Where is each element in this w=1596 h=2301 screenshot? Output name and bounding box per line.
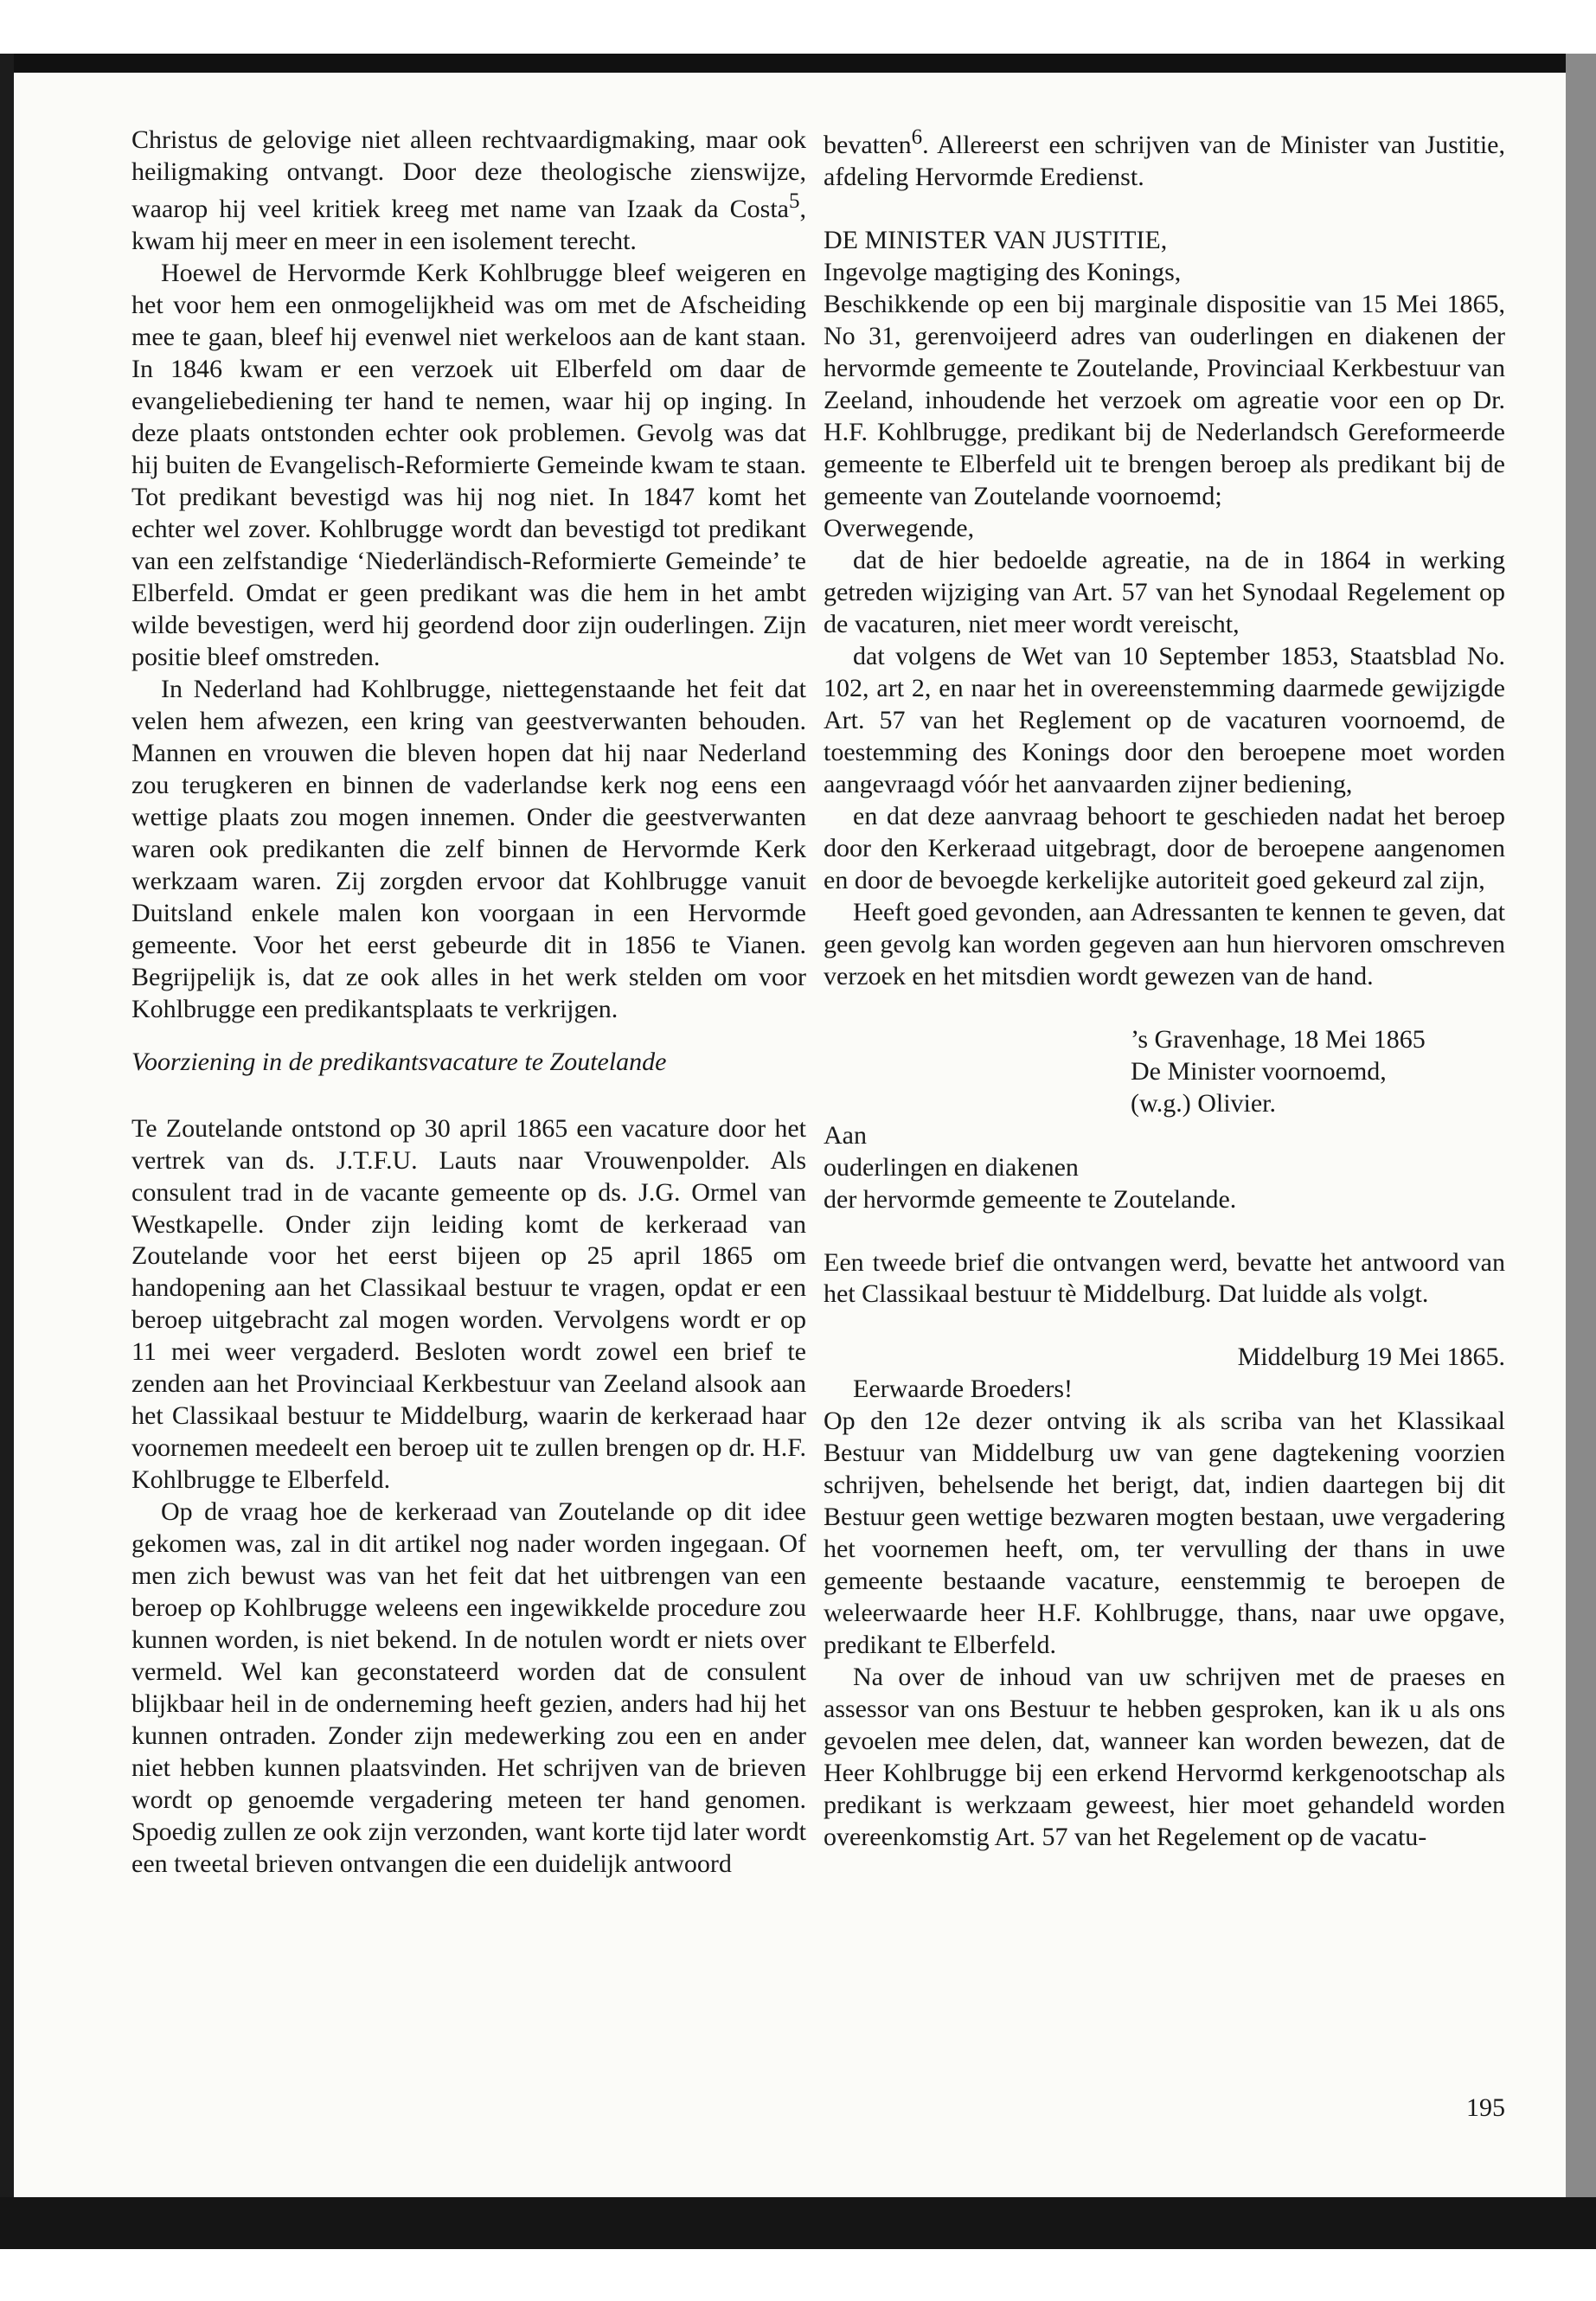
book-page [14, 73, 1566, 2197]
paragraph-kerkeraad-vraag: Op de vraag hoe de kerkeraad van Zoutelande op dit idee gekomen was, zal in dit artikel nog nader worden ingegaan. Of men zich bewust was van het feit dat het uitbrengen van een beroep op Kohlbrugge weleens een ingewikkelde procedure zou kunnen worden, is niet bekend. In de notulen wordt er niets over vermeld. Wel kan geconstateerd worden dat de consulent blijkbaar heil in de onderneming heeft gezien, anders had hij het kunnen ontraden. Zonder zijn medewerking zou een en ander niet hebben kunnen plaatsvinden. Het schrijven van de brieven wordt op genoemde vergadering meteen ter hand genomen. Spoedig zullen ze ook zijn verzonden, want korte tijd later wordt een tweetal brieven ontvangen die een duidelijk antwoord [131, 1497, 806, 1879]
right-column [824, 125, 1505, 1854]
footnote-6[interactable]: 6 [911, 125, 923, 149]
paragraph-praeses: Na over de inhoud van uw schrijven met de praeses en assessor van ons Bestuur te hebben gesproken, kan ik u als ons gevoelen mee delen, dat, wanneer kan worden bewezen, dat de Heer Kohlbrugge bij een erkend Hervormd kerkgenootschap als predikant is werkzaam geweest, hier moet gehandeld worden overeenkomstig Art. 57 van het Regelement op de vacatu- [824, 1663, 1505, 1852]
paragraph-zoutelande-vacature: Te Zoutelande ontstond op 30 april 1865 een vacature door het vertrek van ds. J.T.F.U. Lauts naar Vrouwenpolder. Als consulent trad in de vacante gemeente op ds. J.G. Ormel van Westkapelle. Onder zijn leiding komt de kerkeraad van Zoutelande voor het eerst bijeen op 25 april 1865 om handopening aan het Classikaal bestuur te vragen, opdat er een beroep uitgebracht zal mogen worden. Vervolgens wordt er op 11 mei weer vergaderd. Besloten wordt zowel een brief te zenden aan het Provinciaal Kerkbestuur van Zeeland alsook aan het Classikaal bestuur te Middelburg, waarin de kerkeraad haar voornemen meedeelt een beroep uit te zullen brengen op dr. H.F. Kohlbrugge te Elberfeld. [131, 1113, 806, 1495]
paragraph-agreatie: dat de hier bedoelde agreatie, na de in 1864 in werking getreden wijziging van Art. 57 van het Synodaal Regelement op de vacaturen, niet meer wordt vereischt, [824, 545, 1505, 638]
paragraph-aanvraag: en dat deze aanvraag behoort te geschieden nadat het beroep door den Kerkeraad uitgebragt, door de beroepene aangenomen en door de bevoegde kerkelijke autoriteit goed gekeurd zal zijn, [824, 801, 1505, 894]
paragraph-goedgevonden: Heeft goed gevonden, aan Adressanten te kennen te geven, dat geen gevolg kan worden gegeven aan hun hiervoren omschreven verzoek en het mitsdien wordt gewezen van de hand. [824, 897, 1505, 990]
letter-salutation: Eerwaarde Broeders! [853, 1375, 1074, 1404]
book-fore-edge [1566, 54, 1596, 2216]
page-number: 195 [1466, 2093, 1505, 2122]
signature-title: De Minister voornoemd, [1131, 1056, 1387, 1086]
paragraph-bevatten: bevatten$^6$. Allereerst een schrijven van de Minister van Justitie, afdeling Hervormde Eredienst. [824, 125, 1505, 191]
scan-bottom-margin [0, 2249, 1596, 2301]
minister-heading: DE MINISTER VAN JUSTITIE, [824, 225, 1168, 254]
signature-place-date: ’s Gravenhage, 18 Mei 1865 [1131, 1024, 1426, 1054]
address-line-aan: Aan [824, 1120, 867, 1150]
book-top-edge [0, 54, 1596, 73]
footnote-5[interactable]: 5 [789, 189, 800, 213]
book-bottom-edge [0, 2197, 1596, 2249]
address-line-ouderlingen: ouderlingen en diakenen [824, 1152, 1079, 1182]
paragraph-kohlbrugge-theology: Christus de gelovige niet alleen rechtvaardigmaking, maar ook heiligmaking ontvangt. Door deze theologische zienswijze, waarop hij veel kritiek kreeg met name van Izaak da Costa$^5$, kwam hij meer en meer in een isolement terecht. [131, 125, 806, 255]
paragraph-nederland: In Nederland had Kohlbrugge, niettegenstaande het feit dat velen hem afwezen, een kring van geestverwanten behouden. Mannen en vrouwen die bleven hopen dat hij naar Nederland zou terugkeren en binnen de vaderlandse kerk nog eens een wettige plaats zou mogen innemen. Onder die geestverwanten waren ook predikanten die zelf binnen de Hervormde Kerk werkzaam waren. Zij zorgden ervoor dat Kohlbrugge vanuit Duitsland enkele malen kon voorgaan in een Hervormde gemeente. Voor het eerst gebeurde dit in 1856 te Vianen. Begrijpelijk is, dat ze ook alles in het werk stelden om voor Kohlbrugge een predikantsplaats te verkrijgen. [131, 674, 806, 1023]
paragraph-beschikkende: Beschikkende op een bij marginale dispositie van 15 Mei 1865, No 31, gerenvoijeerd adres van ouderlingen en diakenen der hervormde gemeente te Zoutelande, Provinciaal Kerkbestuur van Zeeland, inhoudende het verzoek om agreatie voor een op Dr. H.F. Kohlbrugge, predikant bij de Nederlandsch Gereformeerde gemeente te Elberfeld uit te brengen beroep als predikant bij de gemeente van Zoutelande voornoemd; [824, 289, 1505, 510]
paragraph-ontving: Op den 12e dezer ontving ik als scriba van het Klassikaal Bestuur van Middelburg uw van gene dagtekening voorzien schrijven, behelsende het berigt, dat, indien daartegen bij dit Bestuur geen wettige bezwaren mogten bestaan, uwe vergadering het voornemen heeft, om, ter vervulling der thans in uwe gemeente bestaande vacature, eenstemmig te beroepen de weleerwaarde heer H.F. Kohlbrugge, thans, naar uwe opgave, predikant te Elberfeld. [824, 1407, 1505, 1660]
left-column [131, 125, 806, 1881]
line-overwegende: Overwegende, [824, 513, 975, 542]
letter-date: Middelburg 19 Mei 1865. [1237, 1343, 1505, 1372]
paragraph-tweede-brief: Een tweede brief die ontvangen werd, bevatte het antwoord van het Classikaal bestuur tè Middelburg. Dat luidde als volgt. [824, 1247, 1505, 1309]
address-line-gemeente: der hervormde gemeente te Zoutelande. [824, 1184, 1237, 1214]
book-spine-edge [0, 54, 14, 2234]
signature-name: (w.g.) Olivier. [1131, 1088, 1277, 1118]
line-magtiging: Ingevolge magtiging des Konings, [824, 257, 1182, 286]
scan-top-margin [0, 0, 1596, 61]
section-heading: Voorziening in de predikantsvacature te Zoutelande [131, 1047, 667, 1076]
paragraph-elberfeld: Hoewel de Hervormde Kerk Kohlbrugge bleef weigeren en het voor hem een onmogelijkheid was om met de Afscheiding mee te gaan, bleef hij evenwel niet werkeloos aan de kant staan. In 1846 kwam er een verzoek uit Elberfeld om daar de evangeliebediening ter hand te nemen, waar hij op inging. In deze plaats ontstonden echter ook problemen. Gevolg was dat hij buiten de Evangelisch-Reformierte Gemeinde kwam te staan. Tot predikant bevestigd was hij nog niet. In 1847 komt het echter wel zover. Kohlbrugge wordt dan bevestigd tot predikant van een zelfstandige ‘Niederländisch-Reformierte Gemeinde’ te Elberfeld. Omdat er geen predikant was die hem in het ambt wilde bevestigen, werd hij geordend door zijn ouderlingen. Zijn positie bleef omstreden. [131, 258, 806, 671]
paragraph-wet: dat volgens de Wet van 10 September 1853, Staatsblad No. 102, art 2, en naar het in overeenstemming daarmede gewijzigde Art. 57 van het Reglement op de vacaturen voornoemd, de toestemming des Konings door den beroepene moet worden aangevraagd vóór het aanvaarden zijner bediening, [824, 641, 1505, 798]
